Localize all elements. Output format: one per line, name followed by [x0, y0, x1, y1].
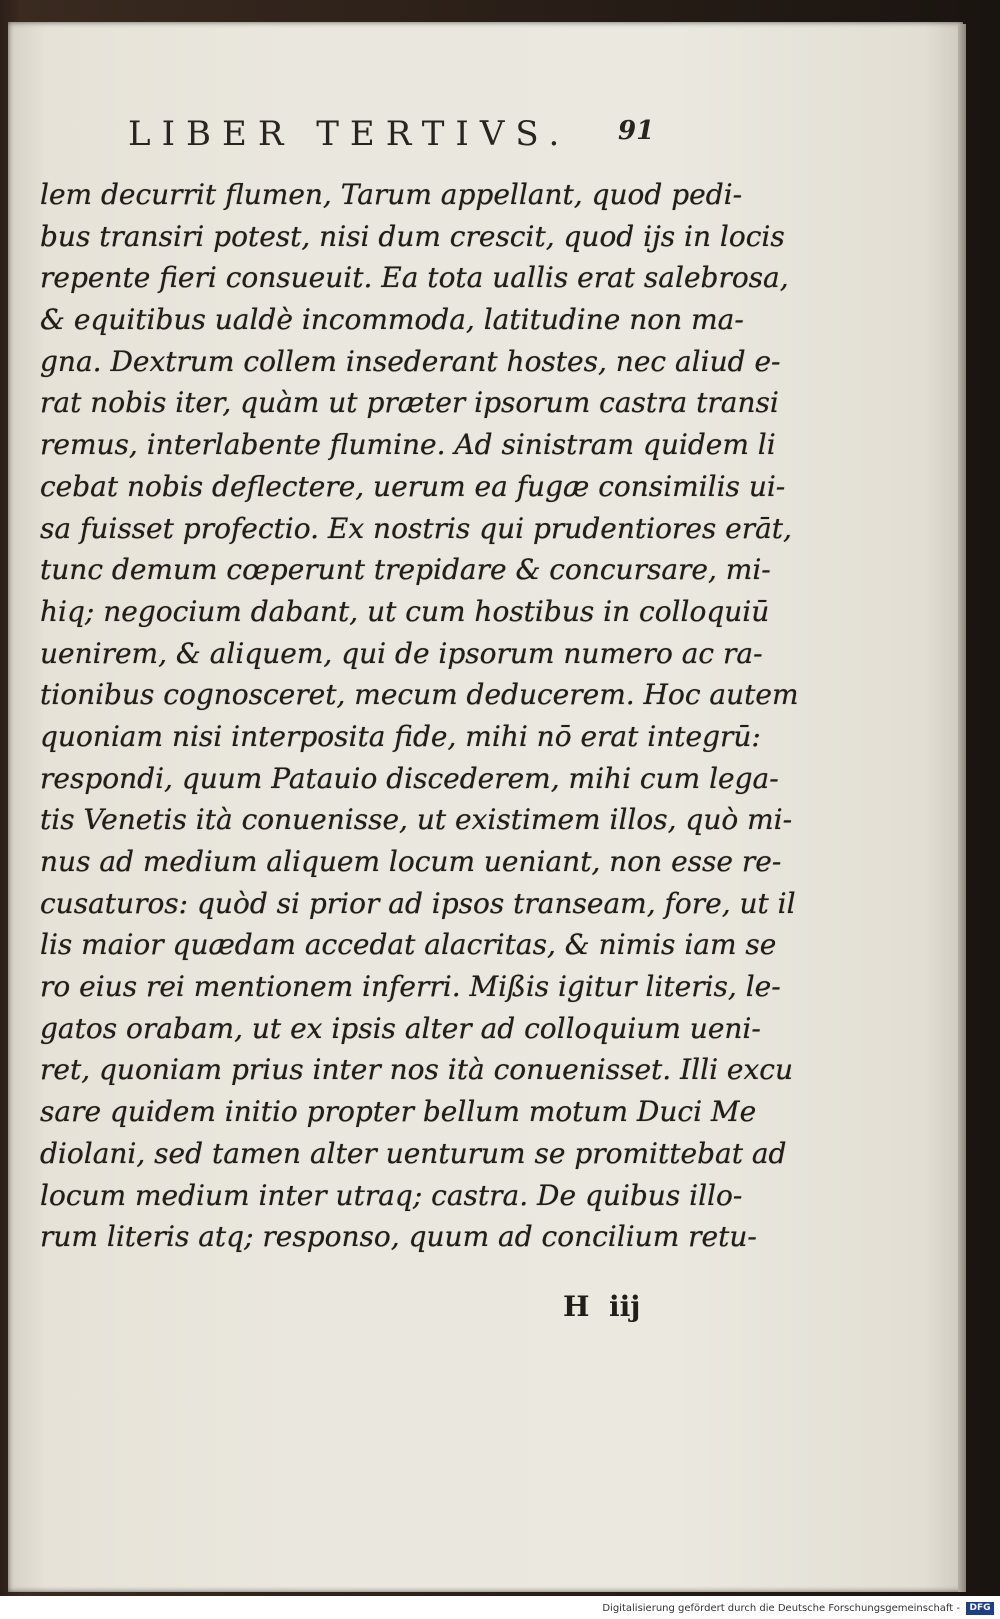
text-line: rat nobis iter, quàm ut præter ipsorum castra transi — [40, 386, 779, 420]
footer-credit: Digitalisierung gefördert durch die Deutsche Forschungsgemeinschaft - — [602, 1603, 960, 1614]
text-line: cusaturos: quòd si prior ad ipsos transeam, fore, ut il — [40, 886, 796, 920]
text-line: lem decurrit flumen, Tarum appellant, quod pedi- — [40, 178, 743, 211]
text-line: respondi, quum Patauio discederem, mihi cum lega- — [40, 761, 779, 795]
text-line: nus ad medium aliquem locum ueniant, non esse re- — [40, 845, 782, 878]
text-line: tunc demum cœperunt trepidare & concursare, mi- — [40, 553, 771, 587]
text-line: uenirem, & aliquem, qui de ipsorum numero ac ra- — [40, 636, 763, 670]
running-head: LIBER TERTIVS. — [128, 114, 571, 154]
text-line: bus transiri potest, nisi dum crescit, quod ijs in locis — [40, 219, 785, 253]
text-line: sare quidem initio propter bellum motum Duci Me — [40, 1095, 757, 1129]
text-line: tis Venetis ità conuenisse, ut existimem illos, quò mi- — [40, 803, 793, 837]
text-line: tionibus cognosceret, mecum deducerem. Hoc autem — [40, 678, 799, 712]
text-line: & equitibus ualdè incommoda, latitudine non ma- — [40, 303, 744, 337]
text-line: diolani, sed tamen alter uenturum se promittebat ad — [40, 1136, 787, 1170]
signature-mark: H iij — [563, 1290, 641, 1323]
text-line: ro eius rei mentionem inferri. Mißis igitur literis, le- — [40, 970, 781, 1004]
text-line: sa fuisset profectio. Ex nostris qui prudentiores erāt, — [40, 511, 792, 545]
body-text — [40, 174, 799, 1258]
text-line: gna. Dextrum collem insederant hostes, nec aliud e- — [40, 344, 781, 378]
text-line: gatos orabam, ut ex ipsis alter ad colloquium ueni- — [40, 1011, 761, 1045]
dfg-logo: DFG — [966, 1602, 994, 1615]
text-line: repente fieri consueuit. Ea tota uallis erat salebrosa, — [40, 261, 789, 295]
text-line: lis maior quædam accedat alacritas, & nimis iam se — [40, 928, 777, 962]
text-line: locum medium inter utraq; castra. De quibus illo- — [40, 1178, 743, 1212]
text-line: quoniam nisi interposita fide, mihi nō erat integrū: — [40, 719, 761, 753]
text-line: rum literis atq; responso, quum ad concilium retu- — [40, 1220, 757, 1254]
page-number: 91 — [618, 116, 655, 146]
page-edge — [958, 24, 966, 1592]
text-line: ret, quoniam prius inter nos ità conuenisset. Illi excu — [40, 1053, 794, 1087]
text-line: remus, interlabente flumine. Ad sinistram quidem li — [40, 428, 776, 462]
text-line: cebat nobis deflectere, uerum ea fugæ consimilis ui- — [40, 469, 786, 503]
text-line: hiq; negocium dabant, ut cum hostibus in colloquiū — [40, 594, 770, 628]
book-page — [8, 22, 963, 1592]
